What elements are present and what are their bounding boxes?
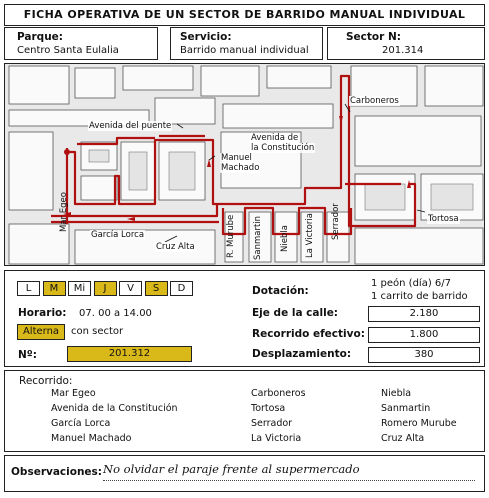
servicio-label: Servicio:: [180, 31, 232, 43]
recorrido-street: García Lorca: [51, 418, 111, 429]
numero-value: 201.312: [67, 346, 192, 362]
map-label-cruz-alta: Cruz Alta: [156, 242, 195, 252]
map-label-avenida-puente: Avenida del puente: [89, 121, 172, 131]
dotacion-label: Dotación:: [252, 285, 309, 297]
recorrido-street: Avenida de la Constitución: [51, 403, 178, 414]
observaciones-label: Observaciones:: [11, 466, 103, 478]
form-title: FICHA OPERATIVA DE UN SECTOR DE BARRIDO MANUAL INDIVIDUAL: [4, 4, 485, 26]
schedule-section: [4, 270, 485, 367]
sector-value: 201.314: [382, 45, 424, 56]
observaciones-underline: [103, 480, 475, 481]
map-label-avenida-constitucion-1: Avenida de: [251, 133, 299, 143]
dotacion-line2: 1 carrito de barrido: [371, 291, 468, 302]
eje-label: Eje de la calle:: [252, 307, 339, 319]
recorrido-street: Serrador: [251, 418, 293, 429]
desplazamiento-value: 380: [368, 347, 480, 363]
day-box-j: J: [94, 281, 117, 296]
day-box-v: V: [119, 281, 142, 296]
horario-label: Horario:: [18, 307, 67, 319]
recorrido-label: Recorrido:: [19, 375, 73, 387]
desplazamiento-label: Desplazamiento:: [252, 348, 352, 360]
alterna-badge: Alterna: [17, 324, 65, 340]
map-label-manuel-machado-2: Machado: [221, 163, 260, 173]
map-label-tortosa: Tortosa: [428, 214, 459, 224]
map-label-garcia-lorca: García Lorca: [91, 230, 145, 240]
dotacion-line1: 1 peón (día) 6/7: [371, 278, 452, 289]
eje-value: 2.180: [368, 306, 480, 322]
day-box-l: L: [17, 281, 40, 296]
alterna-suffix: con sector: [71, 326, 124, 337]
map-label-la-victoria: La Victoria: [305, 213, 315, 258]
map-label-manuel-machado-1: Manuel: [221, 153, 252, 163]
horario-value: 07. 00 a 14.00: [79, 308, 152, 319]
recorrido-street: Tortosa: [251, 403, 286, 414]
map-label-mar-egeo: Mar Egeo: [59, 192, 69, 232]
map-label-r-murube: R. Murube: [226, 214, 236, 258]
recorrido-street: Manuel Machado: [51, 433, 132, 444]
observaciones-section: [4, 455, 485, 492]
day-box-s: S: [145, 281, 168, 296]
day-box-m: M: [43, 281, 66, 296]
recorrido-street: Mar Egeo: [51, 388, 96, 399]
recorrido-street: Carboneros: [251, 388, 306, 399]
recorrido-efectivo-label: Recorrido efectivo:: [252, 328, 365, 340]
parque-label: Parque:: [17, 31, 63, 43]
recorrido-street: Cruz Alta: [381, 433, 425, 444]
parque-value: Centro Santa Eulalia: [17, 45, 119, 56]
map-label-avenida-constitucion-2: la Constitución: [251, 143, 315, 153]
sector-cell: [327, 27, 485, 60]
map-label-niebla: Niebla: [280, 225, 290, 252]
recorrido-section: [4, 370, 485, 452]
recorrido-efectivo-value: 1.800: [368, 327, 480, 343]
recorrido-street: Romero Murube: [381, 418, 457, 429]
map-label-sanmartin: Sanmartin: [253, 215, 263, 260]
parque-cell: [4, 27, 158, 60]
route-map: [4, 63, 485, 266]
day-box-mi: Mi: [68, 281, 91, 296]
numero-label: Nº:: [18, 349, 37, 361]
recorrido-street: Niebla: [381, 388, 412, 399]
recorrido-street: Sanmartin: [381, 403, 431, 414]
servicio-value: Barrido manual individual: [180, 45, 309, 56]
observaciones-value: No olvidar el paraje frente al supermercado: [103, 462, 360, 476]
day-box-d: D: [170, 281, 193, 296]
map-label-carboneros: Carboneros: [350, 96, 399, 106]
recorrido-street: La Victoria: [251, 433, 302, 444]
servicio-cell: [170, 27, 323, 60]
sector-label: Sector N:: [346, 31, 401, 43]
map-label-serrador: Serrador: [331, 203, 341, 240]
